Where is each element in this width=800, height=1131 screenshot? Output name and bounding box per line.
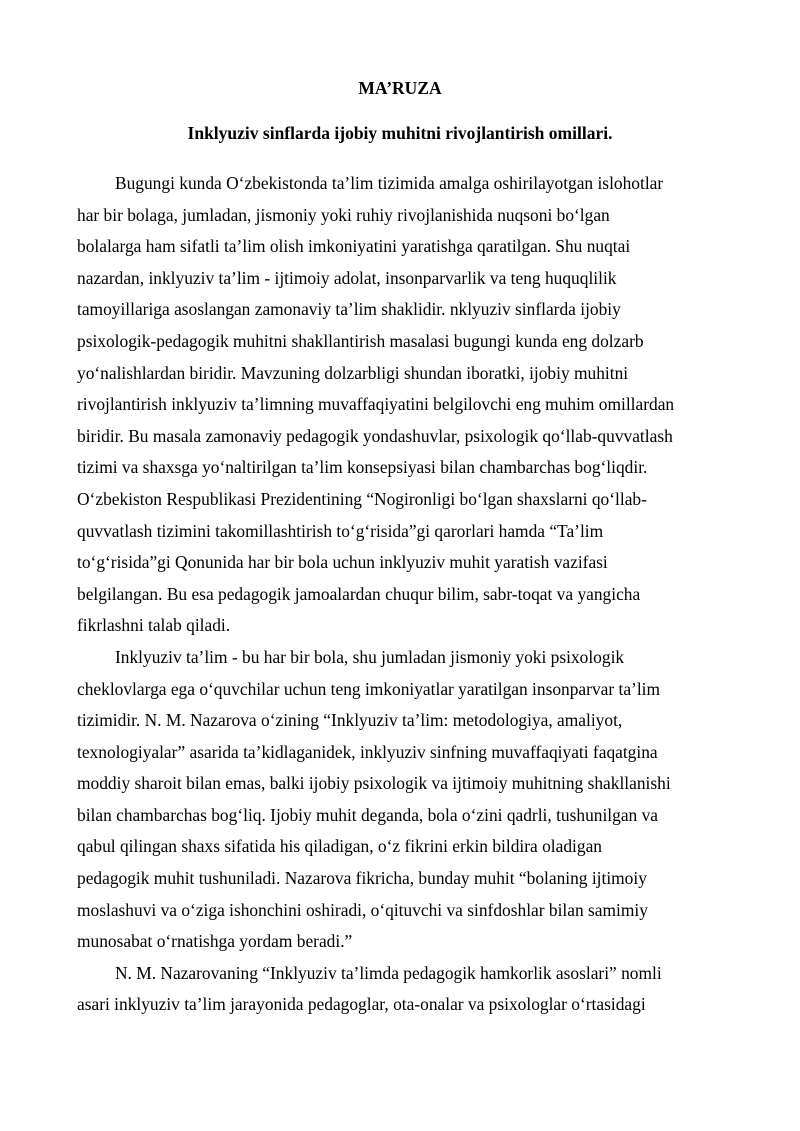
paragraph-line: bolalarga ham sifatli ta’lim olish imkoniyatini yaratishga qaratilgan. Shu nuqtai (77, 236, 631, 257)
paragraph-line: tizimidir. N. M. Nazarova o‘zining “Inklyuziv ta’lim: metodologiya, amaliyot, (77, 710, 623, 731)
paragraph-line: har bir bolaga, jumladan, jismoniy yoki ruhiy rivojlanishida nuqsoni bo‘lgan (77, 204, 610, 225)
paragraph-line: quvvatlash tizimini takomillashtirish to‘g‘risida”gi qarorlari hamda “Ta’lim (77, 520, 604, 541)
paragraph-2 (77, 642, 725, 958)
paragraph-line: tizimi va shaxsga yo‘naltirilgan ta’lim konsepsiyasi bilan chambarchas bog‘liqdir. (77, 457, 648, 478)
paragraph-line: munosabat o‘rnatishga yordam beradi.” (77, 931, 353, 952)
paragraph-line: psixologik-pedagogik muhitni shakllantirish masalasi bugungi kunda eng dolzarb (77, 330, 644, 351)
paragraph-1 (77, 168, 725, 642)
paragraph-line: pedagogik muhit tushuniladi. Nazarova fikricha, bunday muhit “bolaning ijtimoiy (77, 868, 647, 889)
paragraph-line: O‘zbekiston Respublikasi Prezidentining “Nogironligi bo‘lgan shaxslarni qo‘llab- (77, 488, 647, 509)
paragraph-line: yo‘nalishlardan biridir. Mavzuning dolzarbligi shundan iboratki, ijobiy muhitni (77, 362, 629, 383)
paragraph-line: belgilangan. Bu esa pedagogik jamoalardan chuqur bilim, sabr-toqat va yangicha (77, 583, 641, 604)
paragraph-line: N. M. Nazarovaning “Inklyuziv ta’limda pedagogik hamkorlik asoslari” nomli (115, 962, 662, 983)
paragraph-line: asari inklyuziv ta’lim jarayonida pedagoglar, ota-onalar va psixologlar o‘rtasidagi (77, 994, 646, 1015)
paragraph-line: nazardan, inklyuziv ta’lim - ijtimoiy adolat, insonparvarlik va teng huquqlilik (77, 267, 617, 288)
paragraph-line: fikrlashni talab qiladi. (77, 615, 231, 636)
paragraph-line: Bugungi kunda O‘zbekistonda ta’lim tizimida amalga oshirilayotgan islohotlar (115, 173, 664, 193)
document-title: MA’RUZA (358, 78, 442, 98)
paragraph-3 (77, 958, 725, 1021)
paragraph-line: moslashuvi va o‘ziga ishonchini oshiradi, o‘qituvchi va sinfdoshlar bilan samimiy (77, 899, 648, 920)
paragraph-line: moddiy sharoit bilan emas, balki ijobiy psixologik va ijtimoiy muhitning shakllanishi (77, 773, 671, 794)
paragraph-line: to‘g‘risida”gi Qonunida har bir bola uchun inklyuziv muhit yaratish vazifasi (77, 552, 608, 573)
paragraph-line: tamoyillariga asoslangan zamonaviy ta’lim shaklidir. nklyuziv sinflarda ijobiy (77, 299, 621, 320)
paragraph-line: texnologiyalar” asarida ta’kidlaganidek, inklyuziv sinfning muvaffaqiyati faqatgina (77, 741, 658, 762)
paragraph-line: rivojlantirish inklyuziv ta’limning muvaffaqiyatini belgilovchi eng muhim omillardan (77, 394, 675, 415)
document-body (77, 168, 725, 1021)
paragraph-line: biridir. Bu masala zamonaviy pedagogik yondashuvlar, psixologik qo‘llab-quvvatlash (77, 425, 673, 446)
paragraph-line: qabul qilingan shaxs sifatida his qiladigan, o‘z fikrini erkin bildira oladigan (77, 836, 602, 857)
paragraph-line: cheklovlarga ega o‘quvchilar uchun teng imkoniyatlar yaratilgan insonparvar ta’lim (77, 678, 661, 699)
paragraph-line: bilan chambarchas bog‘liq. Ijobiy muhit deganda, bola o‘zini qadrli, tushunilgan va (77, 804, 658, 825)
paragraph-line: Inklyuziv ta’lim - bu har bir bola, shu jumladan jismoniy yoki psixologik (115, 646, 625, 667)
document-subtitle: Inklyuziv sinflarda ijobiy muhitni rivojlantirish omillari. (187, 123, 613, 143)
